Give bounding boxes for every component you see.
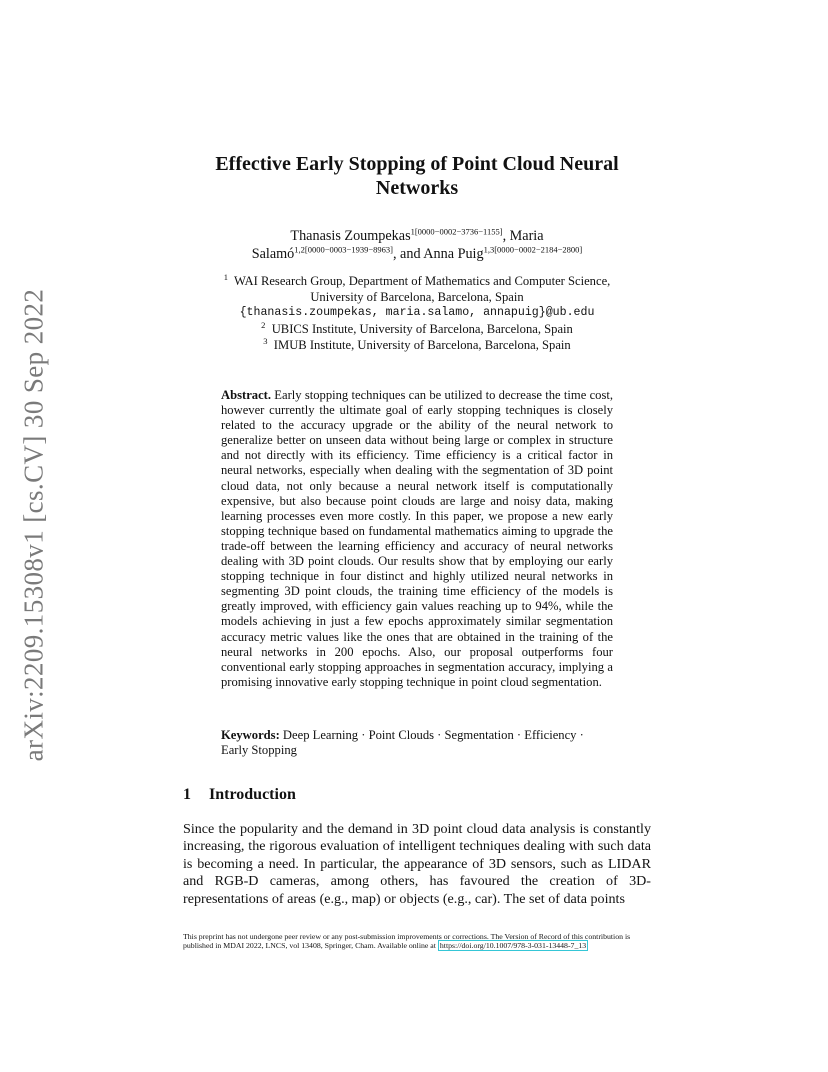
author-orcid: 1,2[0000−0003−1939−8963]	[294, 244, 393, 255]
arxiv-identifier: arXiv:2209.15308v1 [cs.CV] 30 Sep 2022	[18, 288, 49, 762]
affiliations	[150, 273, 684, 353]
author-orcid: 1[0000−0002−3736−1155]	[410, 226, 503, 237]
abstract	[221, 388, 613, 690]
abstract-text: Early stopping techniques can be utilized to decrease the time cost, however currently the ultimate goal of early stopping techniques is closely related to the accuracy upgrade or the ability of the neural network to generalize better on unseen data without being large or complex in structure and not directly with its efficiency. Time efficiency is a critical factor in neural networks, especially when dealing with the segmentation of 3D point cloud data, not only because a neural network itself is computationally expensive, but also because point clouds are large and noisy data, making learning processes even more costly. In this paper, we propose a new early stopping technique based on fundamental mathematics aiming to upgrade the trade-off between the learning efficiency and accuracy of neural networks dealing with 3D point clouds. Our results show that by employing our early stopping technique in four distinct and highly utilized neural networks in segmenting 3D point clouds, the training time efficiency of the models is greatly improved, with efficiency gain values reaching up to 94%, while the models achieving in just a few epochs approximately similar segmentation accuracy metric values like the ones that are obtained in the training of the neural networks in 200 epochs. Also, our proposal outperforms four conventional early stopping approaches in segmentation accuracy, implying a promising innovative early stopping technique in point cloud segmentation.	[221, 388, 613, 689]
affiliation-1	[150, 273, 684, 289]
footnote	[183, 932, 651, 950]
author-list	[170, 227, 664, 263]
author-last-name: Salamó	[251, 246, 295, 262]
section-heading	[183, 786, 296, 804]
keywords	[221, 728, 613, 758]
author-emails: {thanasis.zoumpekas, maria.salamo, annapuig}@ub.edu	[239, 306, 595, 319]
title-line-1: Effective Early Stopping of Point Cloud Neural	[215, 153, 619, 175]
affiliation-number: 3	[263, 335, 268, 346]
affiliation-1-cont: University of Barcelona, Barcelona, Spain	[310, 290, 524, 304]
title-line-2: Networks	[375, 177, 459, 199]
keywords-text: Deep Learning · Point Clouds · Segmentation · Efficiency · Early Stopping	[221, 728, 584, 758]
keywords-label: Keywords:	[221, 728, 280, 742]
section-number: 1	[183, 786, 191, 803]
author-name: Thanasis Zoumpekas	[290, 228, 411, 244]
affiliation-2	[150, 321, 684, 337]
intro-paragraph: Since the popularity and the demand in 3D point cloud data analysis is constantly increasing, the rigorous evaluation of intelligent techniques dealing with such data is becoming a need. In particular, the appearance of 3D sensors, such as LIDAR and RGB-D cameras, among others, has favoured the creation of 3D-representations of areas (e.g., map) or objects (e.g., car). The set of data points	[183, 821, 651, 907]
affiliation-number: 2	[261, 319, 266, 330]
author-separator: , and	[392, 246, 424, 262]
author-name: Anna Puig	[423, 246, 484, 262]
author-line-2	[170, 245, 664, 263]
author-orcid: 1,3[0000−0002−2184−2800]	[483, 244, 583, 255]
section-title: Introduction	[209, 786, 296, 803]
affiliation-3	[150, 337, 684, 353]
doi-link[interactable]: https://doi.org/10.1007/978-3-031-13448-7_13	[439, 941, 587, 950]
affiliation-number: 1	[223, 271, 228, 282]
affiliation-text: IMUB Institute, University of Barcelona, Barcelona, Spain	[273, 338, 571, 352]
paper-title	[150, 152, 684, 200]
author-line-1: Thanasis Zoumpekas$^{1[0000-0002-3736-1155]}$, Maria	[290, 226, 544, 244]
affiliation-text: WAI Research Group, Department of Mathematics and Computer Science,	[234, 274, 611, 288]
author-first-name: Maria	[509, 228, 544, 244]
footnote-text: This preprint has not undergone peer review or any post-submission improvements or corrections. The Version of Record of this contribution is published in MDAI 2022, LNCS, vol 13408, Springer, Cham. Available online at	[183, 932, 631, 950]
abstract-label: Abstract.	[221, 388, 272, 402]
affiliation-text: UBICS Institute, University of Barcelona, Barcelona, Spain	[271, 322, 573, 336]
arxiv-sidebar	[14, 290, 54, 760]
